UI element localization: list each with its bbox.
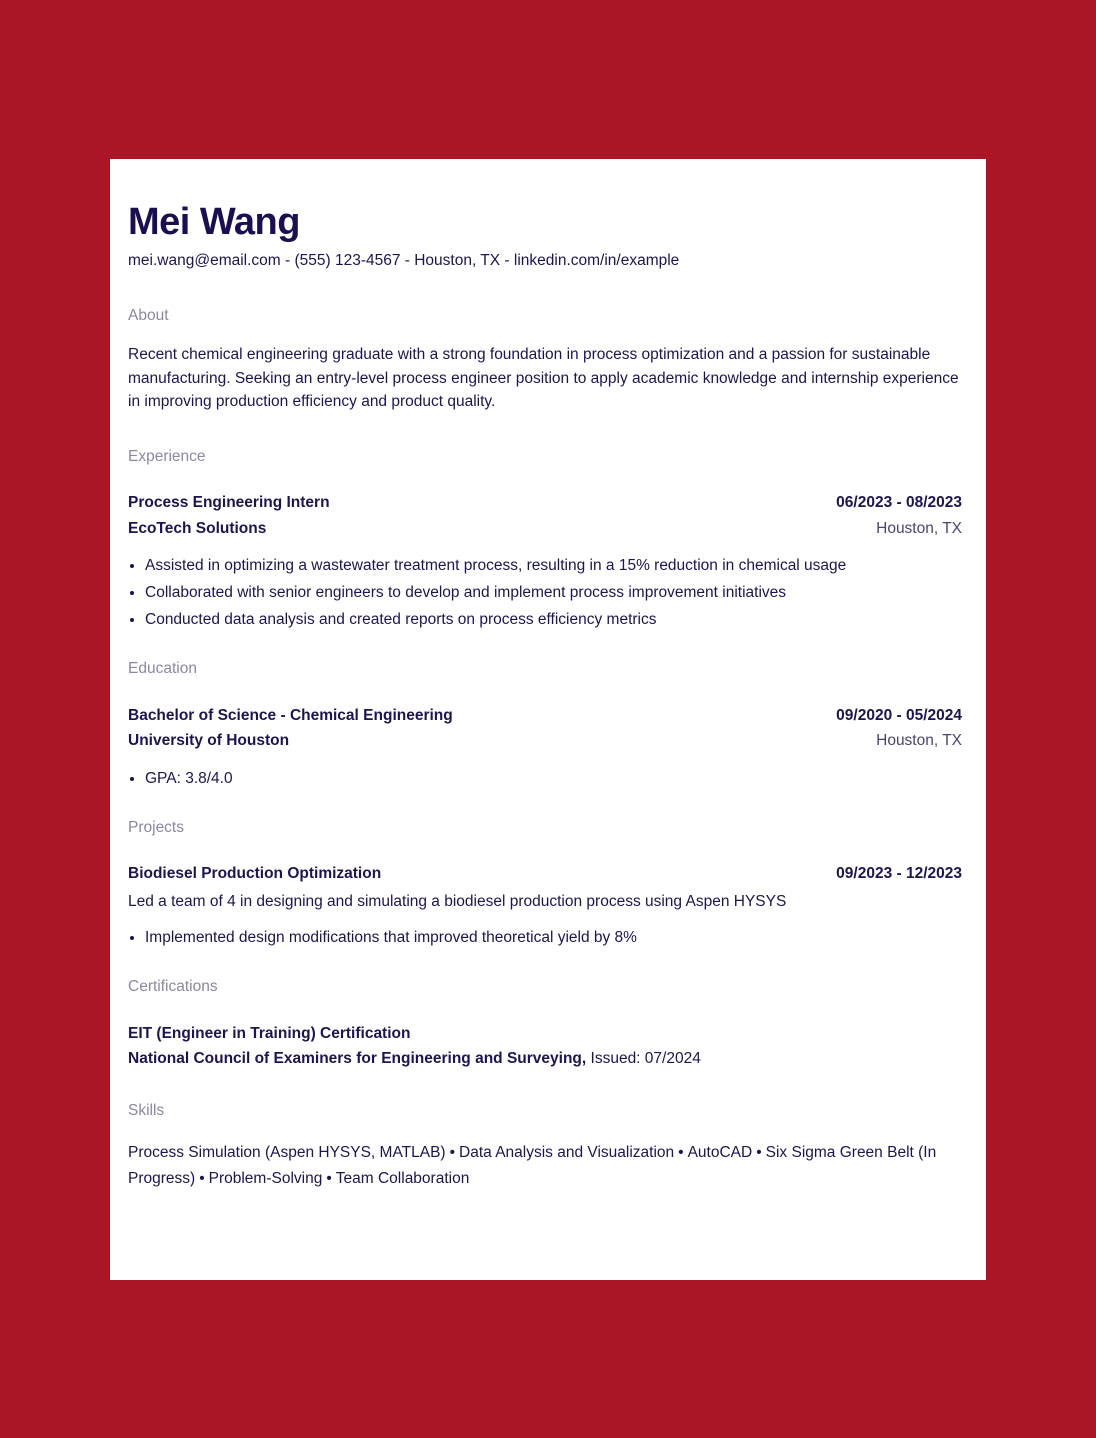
- skill-separator: •: [678, 1143, 684, 1161]
- certification-entry: [128, 1024, 962, 1069]
- education-dates: 09/2020 - 05/2024: [836, 706, 962, 724]
- certification-issuer: National Council of Examiners for Engineering and Surveying,: [128, 1049, 587, 1067]
- experience-company-row: [128, 519, 962, 539]
- resume-name: Mei Wang: [128, 201, 300, 243]
- project-title: Biodiesel Production Optimization: [128, 864, 382, 882]
- education-school-row: [128, 731, 962, 751]
- section-label-experience: Experience: [128, 447, 206, 465]
- skill-item: AutoCAD: [687, 1143, 753, 1161]
- certification-issuer-row: [128, 1049, 962, 1069]
- list-item: • Implemented design modifications that improved theoretical yield by 8%: [145, 928, 962, 948]
- job-title: Process Engineering Intern: [128, 493, 330, 511]
- education-bullets: [128, 769, 962, 789]
- list-item: • GPA: 3.8/4.0: [145, 769, 962, 789]
- skill-item: Process Simulation (Aspen HYSYS, MATLAB): [128, 1143, 446, 1161]
- skill-separator: •: [449, 1143, 456, 1161]
- certification-title: EIT (Engineer in Training) Certification: [128, 1024, 411, 1042]
- skill-item: Data Analysis and Visualization: [459, 1143, 675, 1161]
- school-name: University of Houston: [128, 731, 290, 749]
- about-text: Recent chemical engineering graduate with a strong foundation in process optimization and a passion for sustainable manufacturing. Seeking an entry-level process engineer position to apply academic knowledge and internship experience in improving production efficiency and product quality.: [128, 346, 959, 410]
- skill-separator: •: [326, 1169, 332, 1187]
- job-company: EcoTech Solutions: [128, 519, 267, 537]
- contact-line: mei.wang@email.com - (555) 123-4567 - Houston, TX - linkedin.com/in/example: [128, 252, 680, 269]
- project-description: Led a team of 4 in designing and simulating a biodiesel production process using Aspen HYSYS: [128, 892, 787, 910]
- skills-list: [128, 1140, 962, 1192]
- section-label-skills: Skills: [128, 1101, 165, 1119]
- school-location: Houston, TX: [876, 731, 962, 749]
- education-degree-row: [128, 706, 962, 726]
- project-bullets: [128, 928, 962, 948]
- skill-separator: •: [756, 1143, 762, 1161]
- section-label-certifications: Certifications: [128, 977, 218, 995]
- section-label-projects: Projects: [128, 818, 184, 836]
- education-entry: [128, 706, 962, 789]
- certification-issued-date: Issued: 07/2024: [590, 1049, 701, 1067]
- list-item: • Collaborated with senior engineers to develop and implement process improvement initiatives: [145, 583, 962, 603]
- project-dates: 09/2023 - 12/2023: [836, 864, 962, 882]
- degree-title: Bachelor of Science - Chemical Engineering: [128, 706, 453, 724]
- section-label-education: Education: [128, 659, 197, 677]
- job-location: Houston, TX: [876, 519, 962, 537]
- project-entry: [128, 864, 962, 948]
- list-item: • Conducted data analysis and created reports on process efficiency metrics: [145, 610, 962, 630]
- skill-item: Six Sigma Green Belt (In Progress): [128, 1143, 937, 1187]
- skill-separator: •: [199, 1169, 205, 1187]
- experience-entry: [128, 493, 962, 630]
- certification-title-row: [128, 1024, 962, 1044]
- section-label-about: About: [128, 307, 169, 324]
- resume-page: [110, 159, 986, 1280]
- project-title-row: [128, 864, 962, 884]
- experience-bullets: [128, 556, 962, 630]
- experience-title-row: [128, 493, 962, 513]
- skill-item: Team Collaboration: [335, 1169, 470, 1187]
- skill-item: Problem-Solving: [208, 1169, 323, 1187]
- job-dates: 06/2023 - 08/2023: [836, 493, 962, 511]
- list-item: • Assisted in optimizing a wastewater treatment process, resulting in a 15% reduction in chemical usage: [145, 556, 962, 576]
